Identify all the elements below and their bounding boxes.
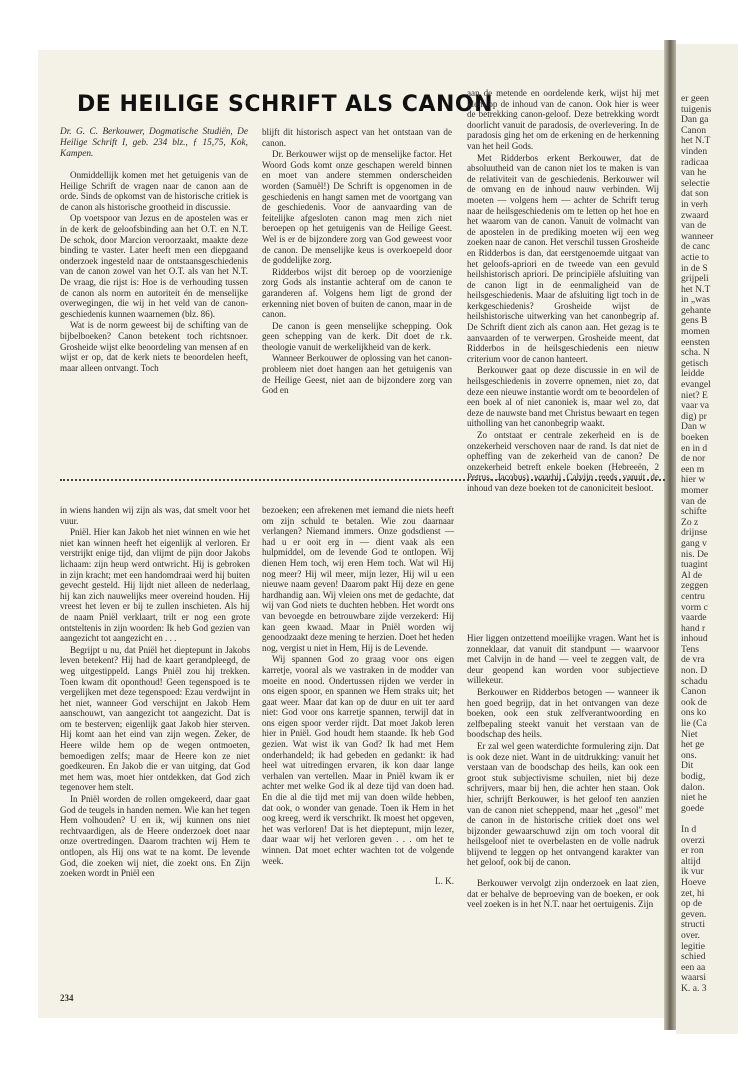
paragraph: bezoeken; een afrekenen met iemand die niets heeft om zijn schuld te betalen. Wie zou daarnaar verlangen? Niemand immers. Onze godsdienst — had u er ooit erg in — dient vaak als een hulpmiddel, om de levende God te ontlopen. Wij dienen Hem toch, wij eren Hem toch. Wat wil Hij nog meer? Hij wil meer, mijn lezer, Hij wil u een nieuwe naam geven! Daarom pakt Hij deze en gene hardhandig aan. Wij vleien ons met de gedachte, dat wij van God niets te duchten hebben. Het wordt ons van bevoegde en betrouwbare zijde verzekerd: Hij kan geen kwaad. Maar in Pniël worden wij genoodzaakt deze mening te herzien. Doet het heden nog, vergist u niet in Hem, Hij is de Levende.	[262, 505, 454, 653]
next-page-line: de vra	[681, 655, 705, 666]
next-page-line: schifte	[681, 507, 707, 518]
next-page-line: Canon	[681, 125, 707, 136]
next-page-line: ik vur	[681, 867, 704, 878]
paragraph: Ridderbos wijst dit beroep op de voorzienige zorg Gods als instantie achteraf om de canon te garanderen af. Volgens hem ligt de grond der erkenning niet boven of buiten de canon, maar in de canon.	[262, 266, 452, 320]
paragraph: Dr. Berkouwer wijst op de menselijke factor. Het Woord Gods komt onze geschapen wereld binnen en moet van andere stemmen onderscheiden worden (Samuël!) De Schrift is opgenomen in de geschiedenis en hangt samen met de voortgang van de geschiedenis. Voor de aanvaarding van de feitelijke afgesloten canon mag men zich niet beroepen op het getuigenis van de Heilige Geest. Wel is er de bijzondere zorg van God geweest voor de canon. De menselijke keus is overkoepeld door de goddelijke zorg.	[262, 149, 452, 266]
next-page-line: In d	[681, 824, 697, 835]
next-page-line: Dit	[681, 761, 694, 772]
next-page-line: een m	[681, 464, 705, 475]
next-page-line: Zo z	[681, 517, 699, 528]
next-page-line: in „was	[681, 295, 711, 306]
paragraph: Begrijpt u nu, dat Pniël het dieptepunt in Jakobs leven betekent? Hij had de kaart gerandpleegd, de weg uitgestippeld. Langs Pniël zou hij trekken. Toen kwam dit oponthoud! Geen tegenspoed is te vergelijken met deze tegenspoed: Ezau verdwijnt in het niet, wanneer God verschijnt en Jakob Hem aanschouwt, van aangezicht tot aangezicht. Dat is om te besterven; eigenlijk gaat Jakob hier sterven. Hij komt aan het eind van zijn wegen. Zeker, de Heere wilde hem op de wegen ontmoeten, bemoedigen zelfs; maar de Heere kon ze niet goedkeuren. En Jakob die er van uitging, dat God met hem was, moet hier ontdekken, dat God zich tegenover hem stelt.	[60, 644, 250, 793]
next-page-line: en in d	[681, 443, 708, 454]
paragraph: Pniël. Hier kan Jakob het niet winnen en wie het niet kan winnen heeft het eigenlijk al verloren. Er verstrijkt enige tijd, dan vlijmt de pijn door Jakobs lichaam: zijn heup werd ontwricht. Hij is gebroken in zijn kracht; met een handomdraai werd hij buiten gevecht gesteld. Hij lijdt niet alleen de nederlaag, hij kan zich nauwelijks meer overeind houden. Hij vreest het leven er bij te zullen inschieten. Als hij de naam Pniël verklaart, trilt er nog een grote ontsteltenis in zijn woorden: Ik heb God gezien van aangezicht tot aangezicht en . . .	[60, 527, 250, 644]
next-page-line: Al de	[681, 570, 703, 581]
next-page-line: K. a. 3	[681, 983, 707, 994]
next-page-line: momer	[681, 485, 709, 496]
next-page-line: vinden	[681, 146, 708, 157]
paragraph: Er zal wel geen waterdichte formulering zijn. Dat is ook deze niet. Want in de uitdrukking: vanuit het verstaan van de boodschap des heils, kan ook een groot stuk subjectivisme schuilen, niet bij deze schrijvers, maar bij hen, die achter hen staan. Ook hier, schrijft Berkouwer, is het geloof ten aanzien van de canon niet scheppend, maar het „gesol" met de canon in de historische critiek doet ons wel bijzonder gewaarschuwd zijn om toch vooral dit heilsgeloof niet te overbelasten en de volle nadruk blijvend te leggen op het ontvangend karakter van het geloof, ook bij de canon.	[467, 740, 659, 868]
next-page	[676, 44, 738, 1034]
paragraph: Op voetspoor van Jezus en de apostelen was er in de kerk de geloofsbinding aan het O.T. en N.T. De schok, door Marcion veroorzaakt, maakte deze binding te vaster. Later heeft men een diepgaand onderzoek ingesteld naar de ontstaansgeschiedenis van de canon zowel van het O.T. als van het N.T. De vraag, die rijst is: Hoe is de verhouding tussen de canon als norm en autoriteit én de menselijke overwegingen, die wij in het veld van de canon-geschiedenis kunnen waarnemen (blz. 86).	[60, 213, 248, 319]
next-page-line: van de	[681, 496, 707, 507]
book-reference: Dr. G. C. Berkouwer, Dogmatische Studiën, De Heilige Schrift I, geb. 234 blz., ƒ 15,75, Kok, Kampen.	[60, 127, 248, 159]
next-page-line: tuigenis	[681, 104, 712, 115]
paragraph: Zo ontstaat er centrale zekerheid en is de onzekerheid verschoven naar de rand. Is dat niet de opheffing van de zekerheid van de canon? De onzekerheid betreft enkele boeken (Hebreeën, 2 Petrus, Jacobus) waarbij Calvijn reeds vanuit de inhoud van deze boeken tot de canoniciteit besloot.	[467, 430, 659, 493]
next-page-line: schadu	[681, 676, 708, 687]
next-page-line: van de	[681, 221, 707, 232]
next-page-line: goede	[681, 803, 704, 814]
next-page-line: lie (Ca	[681, 719, 707, 730]
next-page-line: wanneer	[681, 231, 714, 242]
next-page-line: dig) pr	[681, 411, 707, 422]
story-column-2	[262, 505, 454, 990]
paragraph: Wat is de norm geweest bij de schifting van de bijbelboeken? Canon betekent toch richtsnoer. Grosheide wijst elke beoordeling van mensen af en wijst er op, dat de kerk niets te beoordelen heeft, maar alleen ontvangt. Toch	[60, 320, 248, 373]
next-page-line: centru	[681, 591, 705, 602]
next-page-line: in verh	[681, 199, 708, 210]
paragraph: blijft dit historisch aspect van het ontstaan van de canon.	[262, 127, 452, 148]
paragraph: Berkouwer en Ridderbos betogen — wanneer ik hen goed begrijp, dat in het ontvangen van deze boeken, ook een stuk zelfverantwoording en zelfbepaling steekt vanuit het verstaan van de boodschap des heils.	[467, 686, 659, 740]
next-page-line: waarsi	[681, 973, 707, 984]
next-page-text	[681, 94, 738, 994]
book-spine	[664, 40, 676, 1030]
next-page-line: legitie	[681, 941, 705, 952]
next-page-line: geven.	[681, 909, 707, 920]
next-page-line: ook de	[681, 697, 707, 708]
next-page-line: actie to	[681, 252, 709, 263]
next-page-line: in de S	[681, 263, 708, 274]
next-page-line: de canc	[681, 242, 711, 253]
next-page-line: tuagint	[681, 560, 708, 571]
next-page-line: het N.T	[681, 284, 711, 295]
next-page-line: momen	[681, 327, 710, 338]
paragraph: Berkouwer vervolgt zijn onderzoek en laat zien, dat er behalve de beproeving van de boeken, er ook veel zoeken is in het N.T. naar het oertuigenis. Zijn	[467, 878, 659, 910]
next-page-line: getisch	[681, 358, 709, 369]
paragraph: Met Ridderbos erkent Berkouwer, dat de absoluutheid van de canon niet los te maken is van de relativiteit van de geschiedenis. Berkouwer wil de omvang en de inhoud nauw verbinden. Wij moeten — volgens hem — achter de Schrift terug naar de heilsgeschiedenis om te letten op het hoe en het waarom van de canon. Vanuit de volmacht van de apostelen in de prediking moeten wij een weg zoeken naar de canon. Het verschil tussen Grosheide en Ridderbos is dan, dat eerstgenoemde uitgaat van het geloofs-apriori en de tweede van een gevuld heilshistorisch apriori. De principiële afsluiting van de canon ligt in de eenmaligheid van de heilsgeschiedenis. Maar de afsluiting ligt toch in de kerkgeschiedenis? Grosheide wijst de heilshistorische uitwerking van het canonbegrip af. De Schrift dient zich als canon aan. Het gezag is te aanvaarden of te verwerpen. Grosheide meent, dat Ridderbos in de heilsgeschiedenis een nieuw criterium voor de canon hanteert.	[467, 152, 659, 364]
next-page-line: ons ko	[681, 708, 707, 719]
paragraph: aan de metende en oordelende kerk, wijst hij met klem op de inhoud van de canon. Ook hier is weer de betrekking canon-geloof. Deze betrekking wordt doorlicht vanuit de paradosis, de overlevering. In de paradosis ging het om de erkening en de herkenning van het heil Gods.	[467, 88, 659, 151]
next-page-line: Dan ga	[681, 115, 709, 126]
next-page-line: vorm c	[681, 602, 708, 613]
next-page-line: er geen	[681, 94, 709, 104]
next-page-line: nis. De	[681, 549, 709, 560]
next-page-line: scha. N	[681, 348, 710, 359]
next-page-line: gehante	[681, 305, 711, 316]
next-page-line: overzi	[681, 835, 705, 846]
next-page-line: er ron	[681, 846, 704, 857]
next-page-line: dalon.	[681, 782, 705, 793]
paragraph: Berkouwer gaat op deze discussie in en wil de heilsgeschiedenis in zoverre opnemen, niet zo, dat deze een nieuwe instantie wordt om te beoordelen of een boek al of niet canoniek is, maar wel zo, dat deze de nauwste band met Christus bewaart en tegen uitholling van het canonbegrip waakt.	[467, 365, 659, 429]
next-page-line: gens B	[681, 316, 708, 327]
next-page-line: dat son	[681, 189, 709, 200]
next-page-line: grijpeli	[681, 274, 709, 285]
review-column-2	[262, 127, 452, 467]
next-page-line: op de	[681, 899, 703, 910]
page-number: 234	[60, 993, 74, 1003]
next-page-line: hier w	[681, 475, 706, 486]
next-page-line: het ge	[681, 740, 705, 751]
paragraph: De canon is geen menselijke schepping. Ook geen schepping van de kerk. Dit doet de r.k. theologie vanuit de werkelijkheid van de kerk.	[262, 320, 452, 352]
next-page-line: altijd	[681, 856, 701, 867]
next-page-line: inhoud	[681, 634, 708, 645]
next-page-line: vaar va	[681, 401, 709, 412]
next-page-line: boeken	[681, 433, 709, 443]
next-page-line: de nor	[681, 454, 706, 465]
next-page-line: structi	[681, 920, 705, 931]
next-page-line: eensten	[681, 337, 710, 348]
paragraph: Wij spannen God zo graag voor ons eigen karretje, vooral als we vastraken in de modder van moeite en nood. Ondertussen rijden we verder in ons eigen spoor, en spannen we Hem straks uit; het gaat weer. Maar dat kan op de duur en uit ter aard niet: God voor ons karretje spannen, terwijl dat in ons eigen spoor verder rijdt. Dat moet Jakob leren hier in Pniël. God houdt hem staande. Ik heb God gezien. Wat wist ik van God? Ik had met Hem onderhandeld; ik had gebeden en gedankt: ik had heel wat uitredingen ervaren, ik kon daar lange verhalen van vertellen. Maar in Pniël kwam ik er achter met welke God ik al deze tijd van doen had. En die al die tijd met mij van doen wilde hebben, dat ook, o wonder van genade. Toen ik Hem in het oog kreeg, werd ik verschrikt. Ik moest het opgeven, het was verloren! Dat is het dieptepunt, mijn lezer, daar waar wij het verloren geven . . . om het te winnen. Dat moet echter wachten tot de volgende week.	[262, 654, 454, 866]
next-page-line: van he	[681, 168, 707, 179]
next-page-line: Canon	[681, 687, 707, 698]
next-page-line: selectie	[681, 178, 710, 189]
paragraph: Wanneer Berkouwer de oplossing van het canon-probleem niet doet hangen aan het getuigenis van de Heilige Geest, niet aan de bijzondere zorg van God en	[262, 353, 452, 396]
paragraph: Onmiddellijk komen met het getuigenis van de Heilige Schrift de vragen naar de canon aan de orde. Sinds de opkomst van de historische critiek is de canon als historische grootheid in discussie.	[60, 170, 248, 212]
author-signature: L. K.	[435, 876, 454, 887]
review-column-3	[467, 88, 659, 628]
next-page-line: niet? E	[681, 390, 708, 401]
next-page-line: zeggen	[681, 581, 709, 592]
next-page-line: zwaard	[681, 210, 709, 221]
paragraph: in wiens handen wij zijn als was, dat smelt voor het vuur.	[60, 505, 250, 526]
paragraph: Hier liggen ontzettend moeilijke vragen. Want het is zonneklaar, dat vanuit dit standpunt — waarvoor met Calvijn in de hand — veel te zeggen valt, de deur geopend kan worden voor subjectieve willekeur.	[467, 633, 659, 686]
next-page-line: over.	[681, 930, 700, 941]
next-page-line: non. D	[681, 666, 708, 677]
next-page-line: gang v	[681, 538, 707, 549]
next-page-line: vaarde	[681, 613, 707, 624]
story-column-1	[60, 505, 250, 990]
next-page-line: Tens	[681, 644, 699, 655]
review-column-3-continued	[467, 633, 659, 993]
next-page-line: het N.T	[681, 136, 711, 147]
next-page-line: een aa	[681, 962, 706, 973]
next-page-line: leidde	[681, 369, 705, 380]
next-page-line: ons.	[681, 750, 697, 761]
page-title: DE HEILIGE SCHRIFT ALS CANON	[77, 92, 493, 117]
next-page-line: zet, hi	[681, 888, 705, 899]
next-page-line: niet he	[681, 793, 707, 804]
next-page-line: bodig,	[681, 772, 706, 782]
next-page-line: Dan w	[681, 422, 707, 433]
next-page-line: Hoeve	[681, 877, 707, 888]
next-page-line: evangel	[681, 380, 711, 391]
next-page-line: schied	[681, 952, 706, 963]
review-column-1	[60, 127, 248, 467]
paragraph: In Pniël worden de rollen omgekeerd, daar gaat God de teugels in handen nemen. Wie kan het tegen Hem volhouden? U en ik, wij kunnen ons niet rechtvaardigen, als de Heere onderzoek doet naar onze overtredingen. Daarom trachten wij Hem te ontlopen, als Hij ons wat te na komt. De levende God, die zoeken wij niet, die zoekt ons. En Zijn zoeken wordt in Pniël een	[60, 794, 250, 879]
next-page-line	[681, 814, 738, 825]
next-page-line: Niet	[681, 729, 698, 740]
next-page-line: radicaa	[681, 157, 709, 168]
next-page-line: hand r	[681, 623, 706, 634]
dotted-divider	[60, 479, 665, 481]
next-page-line: drijnse	[681, 528, 708, 539]
